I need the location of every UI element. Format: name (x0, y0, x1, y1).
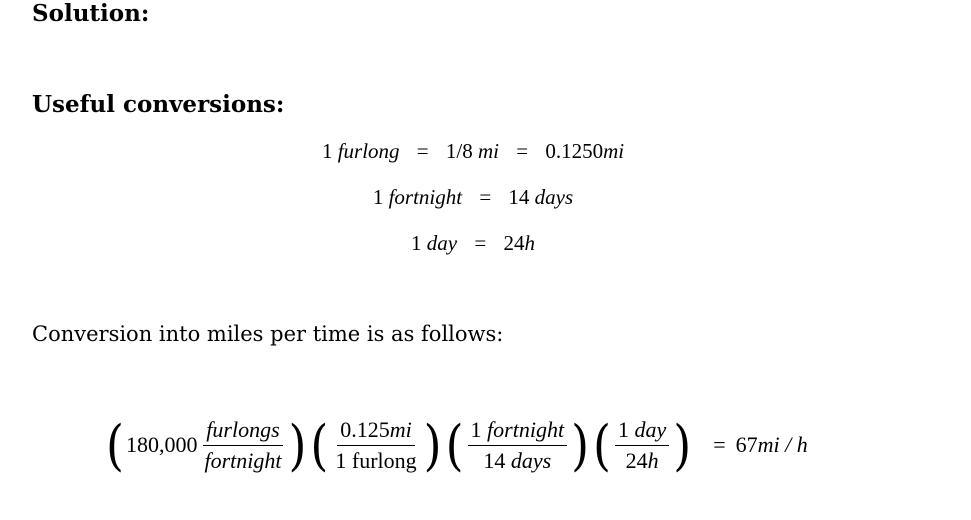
fraction-denominator-unit: h (647, 447, 659, 473)
conversion-day (0, 231, 946, 256)
days-unit: days (534, 185, 574, 209)
right-paren: ) (423, 413, 442, 477)
result-unit: mi / h (757, 432, 808, 457)
fraction-numerator-unit: fortnight (487, 416, 565, 442)
equals-sign: = (479, 185, 492, 209)
lead-value: 180,000 (125, 432, 198, 457)
fortnight-unit: fortnight (388, 185, 463, 209)
hours-unit: h (524, 231, 535, 255)
fraction-numerator-value: 1 (470, 416, 482, 442)
equals-sign: = (516, 139, 529, 163)
conversion-furlong (0, 139, 946, 164)
result-value: 67 (735, 432, 758, 457)
conversion-fortnight (0, 185, 946, 210)
right-paren: ) (673, 413, 692, 477)
day-count: 1 (411, 231, 422, 255)
right-paren: ) (288, 413, 307, 477)
left-paren: ( (593, 413, 611, 477)
fraction-furlongs-per-fortnight (201, 415, 284, 476)
fraction-numerator-unit: day (634, 416, 667, 442)
fraction-miles-per-furlong (332, 415, 419, 476)
equals-sign: = (474, 231, 487, 255)
mile-unit: mi (477, 139, 499, 163)
fraction-numerator: furlongs (206, 416, 280, 442)
left-paren: ( (445, 413, 464, 477)
fraction-denominator-value: 24 (625, 447, 648, 473)
furlong-count: 1 (321, 139, 333, 163)
fraction-numerator-unit: mi (389, 416, 412, 442)
fraction-denominator: fortnight (204, 447, 282, 473)
days-count: 14 (508, 185, 530, 209)
fraction-fortnight-per-days (468, 415, 568, 476)
fraction-day-per-hours (615, 415, 669, 476)
fraction-numerator-value: 0.125 (340, 416, 390, 442)
fortnight-count: 1 (372, 185, 384, 209)
equals-sign: = (713, 432, 726, 457)
right-paren: ) (571, 413, 590, 477)
furlong-unit: furlong (337, 139, 400, 163)
fraction-denominator-value: 14 (483, 447, 506, 473)
conversion-calculation (104, 412, 808, 478)
fraction-denominator-unit: days (510, 447, 552, 473)
useful-conversions-heading: Useful conversions: (32, 91, 285, 118)
furlong-fraction: 1/8 (445, 139, 473, 163)
furlong-decimal: 0.1250 (545, 139, 604, 163)
conversion-intro-text: Conversion into miles per time is as follows: (32, 322, 504, 346)
day-unit: day (426, 231, 458, 255)
fraction-numerator-value: 1 (617, 416, 629, 442)
left-paren: ( (106, 413, 124, 477)
fraction-denominator: 1 furlong (335, 447, 417, 473)
result (703, 432, 808, 458)
solution-heading: Solution: (32, 0, 150, 27)
hours-count: 24 (503, 231, 525, 255)
mile-unit: mi (603, 139, 625, 163)
left-paren: ( (310, 413, 329, 477)
equals-sign: = (416, 139, 429, 163)
